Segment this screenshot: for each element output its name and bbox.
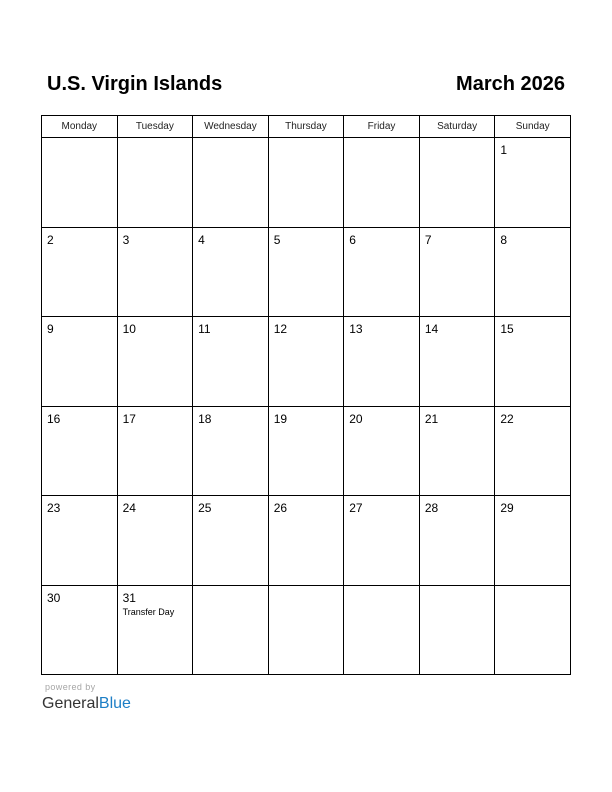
day-cell [193,496,269,586]
day-number: 28 [424,501,439,515]
day-cell [117,496,193,586]
generalblue-logo[interactable] [42,694,131,714]
weekday-header-row [42,116,571,138]
empty-day-cell [193,585,269,675]
calendar-country-title: U.S. Virgin Islands [47,73,223,95]
calendar-week-row [42,496,571,586]
weekday-header-sunday: Sunday [495,116,571,138]
day-cell [117,406,193,496]
empty-day-cell [268,138,344,228]
day-number: 23 [47,501,61,515]
day-cell [495,138,571,228]
day-cell [495,227,571,317]
day-number: 4 [198,232,205,247]
empty-day-cell [117,138,193,228]
day-cell [117,585,193,675]
day-number: 10 [122,322,136,336]
weekday-header-monday: Monday [42,116,118,138]
day-cell [193,317,269,407]
day-number: 21 [424,411,439,426]
calendar-month-title: March 2026 [456,73,565,95]
day-cell [268,496,344,586]
day-number: 19 [273,411,288,426]
day-cell [268,406,344,496]
day-number: 26 [273,501,288,515]
empty-day-cell [268,585,344,675]
day-number: 1 [500,143,508,157]
calendar-week-row [42,138,571,228]
day-number: 8 [500,232,508,247]
day-number: 6 [349,232,356,247]
day-cell [419,227,495,317]
day-number: 3 [122,232,130,247]
day-cell [495,496,571,586]
day-number: 13 [349,322,363,336]
day-number: 18 [198,411,212,426]
logo-text-general: General [42,695,99,712]
day-cell [419,406,495,496]
empty-day-cell [419,585,495,675]
day-cell [42,227,118,317]
day-cell [344,227,420,317]
day-number: 2 [47,232,54,247]
day-number: 15 [500,322,514,336]
day-cell [419,317,495,407]
holiday-label: Transfer Day [122,606,175,617]
day-cell [117,227,193,317]
weekday-header-wednesday: Wednesday [193,116,269,138]
empty-day-cell [344,585,420,675]
day-number: 11 [198,322,211,336]
day-cell [117,317,193,407]
day-cell [419,496,495,586]
day-cell [42,317,118,407]
day-cell [495,317,571,407]
weekday-header-thursday: Thursday [268,116,344,138]
weekday-header-tuesday: Tuesday [117,116,193,138]
day-number: 31 [122,590,136,605]
empty-day-cell [42,138,118,228]
day-number: 17 [122,411,136,426]
empty-day-cell [344,138,420,228]
weekday-header-saturday: Saturday [419,116,495,138]
day-number: 5 [273,232,281,247]
day-cell [344,317,420,407]
day-cell [268,227,344,317]
day-cell [193,227,269,317]
day-number: 16 [47,411,61,426]
empty-day-cell [419,138,495,228]
day-number: 20 [349,411,363,426]
day-cell [268,317,344,407]
day-number: 25 [198,501,212,515]
day-number: 12 [273,322,288,336]
logo-text-blue: Blue [98,695,131,712]
day-cell [344,496,420,586]
day-number: 14 [424,322,439,336]
day-number: 9 [47,322,54,336]
day-cell [495,406,571,496]
day-number: 30 [47,590,61,605]
day-number: 7 [424,232,432,247]
empty-day-cell [495,585,571,675]
calendar-week-row [42,585,571,675]
empty-day-cell [193,138,269,228]
day-number: 29 [500,501,514,515]
day-cell [344,406,420,496]
day-cell [42,585,118,675]
day-cell [42,406,118,496]
weekday-header-friday: Friday [344,116,420,138]
day-number: 27 [349,501,363,515]
day-cell [42,496,118,586]
calendar-grid [41,115,571,675]
calendar-week-row [42,227,571,317]
calendar-week-row [42,406,571,496]
calendar-week-row [42,317,571,407]
powered-by-text: powered by [45,682,96,692]
day-number: 22 [500,411,514,426]
day-cell [193,406,269,496]
day-number: 24 [122,501,136,515]
